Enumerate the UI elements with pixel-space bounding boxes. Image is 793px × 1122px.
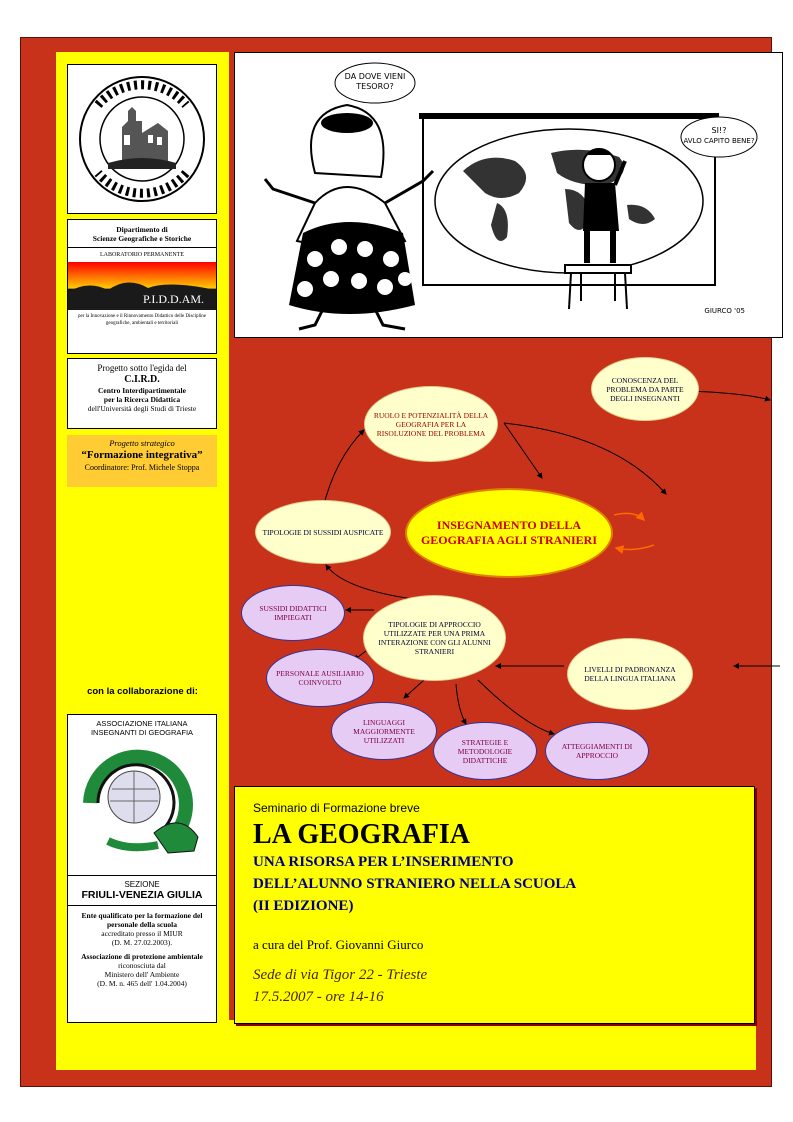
bubble-strategie: STRATEGIE E METODOLOGIE DIDATTICHE (433, 722, 537, 780)
department-line1: Dipartimento di (116, 225, 168, 234)
teacher-bubble-text: DA DOVE VIENI (344, 72, 406, 81)
cird-line4: dell'Università degli Studi di Trieste (87, 404, 197, 413)
bubble-atteggiamenti: ATTEGGIAMENTI DI APPROCCIO (545, 722, 649, 780)
svg-text:GIURCO '05: GIURCO '05 (704, 307, 745, 315)
aiig-p1b: accreditato presso il MIUR (101, 929, 183, 938)
aiig-p1a: Ente qualificato per la formazione del personale della scuola (81, 911, 203, 929)
cartoon-illustration (234, 52, 783, 338)
seminar-panel (234, 786, 755, 1024)
seminar-subtitle-1: UNA RISORSA PER L’INSERIMENTO (253, 854, 514, 870)
bubble-ruolo: RUOLO E POTENZIALITÀ DELLA GEOGRAFIA PER LA RISOLUZIONE DEL PROBLEMA (364, 386, 498, 462)
university-seal-box (67, 64, 217, 214)
collaboration-label: con la collaborazione di: (87, 686, 198, 697)
aiig-box (67, 714, 217, 1023)
strategic-coordinator: Coordinatore: Prof. Michele Stoppa (84, 463, 200, 472)
department-line2: Scienze Geografiche e Storiche (92, 234, 192, 243)
seminar-date: 17.5.2007 - ore 14-16 (253, 989, 384, 1005)
aiig-globe-logo (68, 741, 216, 867)
bubble-conoscenza: CONOSCENZA DEL PROBLEMA DA PARTE DEGLI INSEGNANTI (591, 357, 699, 421)
teacher-child-cartoon (235, 53, 782, 337)
aiig-region: FRIULI-VENEZIA GIULIA (81, 889, 203, 901)
cird-line2: Centro Interdipartimentale (98, 386, 186, 395)
bubble-personale: PERSONALE AUSILIARIO COINVOLTO (266, 649, 374, 707)
cird-line1: Progetto sotto l'egida del (97, 363, 187, 373)
aiig-p2c: Ministero dell' Ambiente (104, 970, 180, 979)
strategic-box (67, 435, 217, 487)
bubble-central: INSEGNAMENTO DELLA GEOGRAFIA AGLI STRANIERI (405, 488, 613, 578)
cird-box (67, 358, 217, 429)
cird-acronym: C.I.R.D. (124, 374, 160, 385)
bubble-tipologie-sussidi: TIPOLOGIE DI SUSSIDI AUSPICATE (255, 500, 391, 564)
seminar-kicker: Seminario di Formazione breve (253, 801, 420, 815)
aiig-p1c: (D. M. 27.02.2003). (111, 938, 173, 947)
svg-text:AVLO CAPITO BENE?: AVLO CAPITO BENE? (683, 137, 755, 145)
piddam-name: P.I.D.D.AM. (142, 292, 204, 306)
bubble-tipologie-approccio: TIPOLOGIE DI APPROCCIO UTILIZZATE PER UNA PRIMA INTERAZIONE CON GLI ALUNNI STRANIERI (363, 595, 506, 681)
seminar-subtitle-2: DELL’ALUNNO STRANIERO NELLA SCUOLA (253, 876, 577, 892)
seminar-venue: Sede di via Tigor 22 - Trieste (253, 967, 428, 983)
cird-line3: per la Ricerca Didattica (103, 395, 181, 404)
strategic-label: Progetto strategico (109, 438, 175, 448)
bubble-livelli: LIVELLI DI PADRONANZA DELLA LINGUA ITALIANA (567, 638, 693, 710)
bubble-linguaggi: LINGUAGGI MAGGIORMENTE UTILIZZATI (331, 702, 437, 760)
department-box (67, 219, 217, 354)
svg-text:TESORO?: TESORO? (356, 82, 394, 91)
seminar-edition: (II EDIZIONE) (253, 898, 354, 914)
aiig-p2d: (D. M. n. 465 dell' 1.04.2004) (97, 979, 187, 988)
seminar-title: LA GEOGRAFIA (253, 819, 471, 850)
aiig-section: SEZIONE (124, 880, 160, 889)
seminar-curator: a cura del Prof. Giovanni Giurco (253, 937, 424, 952)
university-seal-icon (68, 65, 216, 213)
aiig-p2a: Associazione di protezione ambientale (81, 952, 203, 961)
bottom-band (56, 1020, 756, 1070)
aiig-name: ASSOCIAZIONE ITALIANA INSEGNANTI DI GEOGRAFIA (90, 719, 194, 737)
strategic-title: “Formazione integrativa” (81, 449, 203, 461)
svg-text:SI!?: SI!? (711, 126, 727, 135)
bubble-sussidi-impiegati: SUSSIDI DIDATTICI IMPIEGATI (241, 585, 345, 641)
piddam-subtitle: per la Innovazione e il Rinnovamento Didattico delle Discipline geografiche, ambientali e territoriali (77, 314, 207, 326)
piddam-logo (68, 262, 216, 310)
aiig-p2b: riconosciuta dal (118, 961, 166, 970)
lab-label: LABORATORIO PERMANENTE (68, 248, 216, 262)
